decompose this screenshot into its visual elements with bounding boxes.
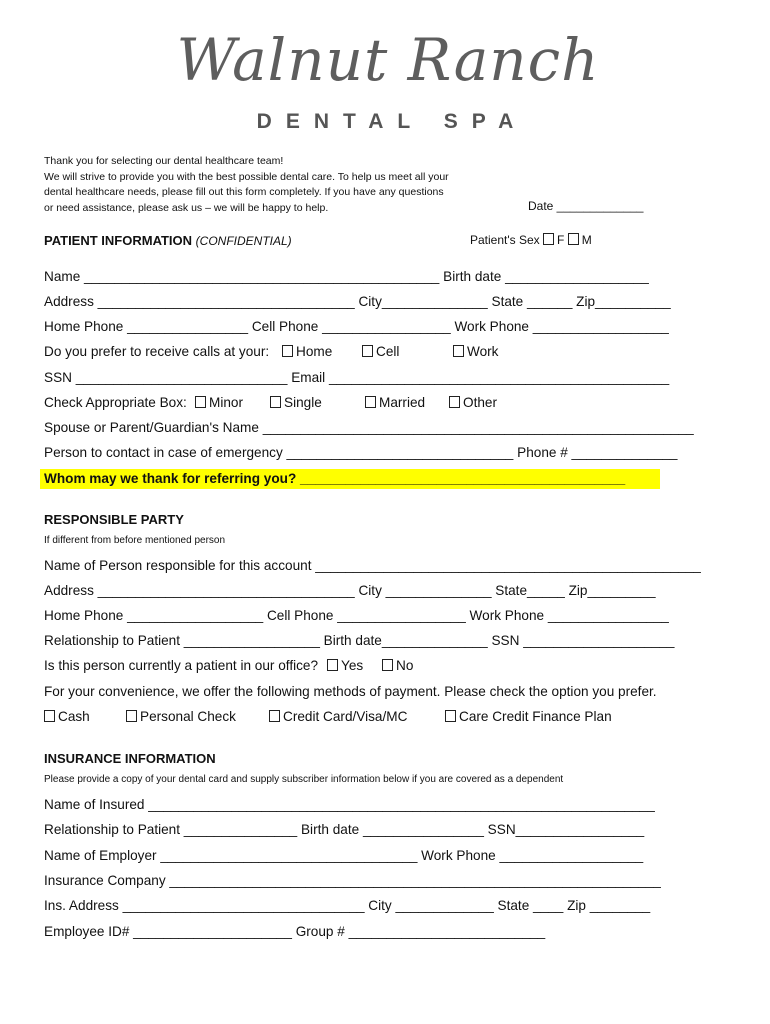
calls-work-label: Work	[467, 344, 499, 359]
minor-option	[195, 395, 243, 410]
intro-text	[44, 154, 504, 216]
pay-cash-label: Cash	[58, 709, 90, 724]
marital-status-label: Check Appropriate Box:	[44, 395, 187, 410]
phone-line[interactable]: Home Phone ________________ Cell Phone _________________ Work Phone __________________	[44, 319, 669, 334]
responsible-address-line[interactable]: Address __________________________________ City ______________ State_____ Zip_________	[44, 583, 656, 598]
insurance-address-line[interactable]: Ins. Address ________________________________ City _____________ State ____ Zip ________	[44, 898, 651, 913]
calls-home-checkbox[interactable]	[282, 345, 293, 357]
current-patient-no	[382, 658, 413, 673]
employer-line[interactable]: Name of Employer __________________________________ Work Phone ___________________	[44, 848, 644, 863]
minor-checkbox[interactable]	[195, 396, 206, 408]
sex-m-label: M	[581, 233, 592, 247]
other-checkbox[interactable]	[449, 396, 460, 408]
spouse-guardian-line[interactable]: Spouse or Parent/Guardian's Name _________________________________________________________	[44, 420, 694, 435]
responsible-relationship-line[interactable]: Relationship to Patient __________________ Birth date______________ SSN ____________________	[44, 633, 675, 648]
current-patient-yes-label: Yes	[341, 658, 364, 673]
intro-line: dental healthcare needs, please fill out this form completely. If you have any questions	[44, 186, 444, 198]
address-line[interactable]: Address __________________________________ City______________ State ______ Zip__________	[44, 294, 671, 309]
intro-line: or need assistance, please ask us – we will be happy to help.	[44, 201, 329, 214]
logo-script-text: Walnut Ranch	[176, 26, 600, 94]
patient-sex-field	[470, 233, 592, 247]
date-field[interactable]: Date _____________	[528, 199, 644, 213]
responsible-phone-line[interactable]: Home Phone __________________ Cell Phone _________________ Work Phone ________________	[44, 608, 669, 623]
pay-check-checkbox[interactable]	[126, 710, 137, 722]
pay-finance-label: Care Credit Finance Plan	[459, 709, 612, 724]
pay-cash-option	[44, 709, 90, 724]
single-checkbox[interactable]	[270, 396, 281, 408]
patient-heading-text: PATIENT INFORMATION	[44, 233, 193, 248]
current-patient-question: Is this person currently a patient in our office?	[44, 658, 319, 673]
minor-label: Minor	[209, 395, 243, 410]
pay-card-option	[269, 709, 407, 724]
calls-home-label: Home	[296, 344, 333, 359]
pay-card-label: Credit Card/Visa/MC	[283, 709, 408, 724]
married-label: Married	[379, 395, 426, 410]
insured-relationship-line[interactable]: Relationship to Patient _______________ Birth date ________________ SSN_________________	[44, 822, 645, 837]
current-patient-yes	[327, 658, 363, 673]
pay-finance-option	[445, 709, 612, 724]
current-patient-yes-checkbox[interactable]	[327, 659, 338, 671]
pay-check-label: Personal Check	[140, 709, 236, 724]
responsible-name-line[interactable]: Name of Person responsible for this account ___________________________________________________	[44, 558, 701, 573]
calls-cell-option	[362, 344, 399, 359]
insurance-company-line[interactable]: Insurance Company _________________________________________________________________	[44, 873, 661, 888]
referral-line[interactable]: Whom may we thank for referring you? ___________________________________________	[44, 471, 626, 486]
sex-label: Patient's Sex	[470, 233, 540, 247]
intro-line: Thank you for selecting our dental healthcare team!	[44, 155, 284, 167]
ssn-email-line[interactable]: SSN ____________________________ Email _____________________________________________	[44, 370, 670, 385]
calls-preference-label: Do you prefer to receive calls at your:	[44, 344, 270, 359]
calls-work-option	[453, 344, 498, 359]
responsible-party-note: If different from before mentioned person	[44, 535, 226, 546]
calls-cell-checkbox[interactable]	[362, 345, 373, 357]
sex-f-label: F	[557, 233, 565, 247]
single-option	[270, 395, 322, 410]
insurance-info-heading: INSURANCE INFORMATION	[44, 751, 216, 766]
logo-subtitle: DENTAL SPA	[256, 110, 528, 133]
married-checkbox[interactable]	[365, 396, 376, 408]
emergency-contact-line[interactable]: Person to contact in case of emergency ______________________________ Phone # ______________	[44, 445, 678, 460]
pay-finance-checkbox[interactable]	[445, 710, 456, 722]
employee-group-line[interactable]: Employee ID# _____________________ Group # __________________________	[44, 924, 546, 939]
current-patient-no-checkbox[interactable]	[382, 659, 393, 671]
calls-work-checkbox[interactable]	[453, 345, 464, 357]
sex-m-checkbox[interactable]	[568, 233, 579, 245]
other-label: Other	[463, 395, 497, 410]
patient-info-heading	[44, 233, 292, 248]
single-label: Single	[284, 395, 322, 410]
walnut-ranch-logo	[168, 26, 608, 134]
intro-line: We will strive to provide you with the best possible dental care. To help us meet all your	[44, 170, 449, 183]
pay-cash-checkbox[interactable]	[44, 710, 55, 722]
confidential-note: (CONFIDENTIAL)	[195, 234, 292, 248]
name-birthdate-line[interactable]: Name _______________________________________________ Birth date ___________________	[44, 269, 649, 284]
married-option	[365, 395, 425, 410]
pay-check-option	[126, 709, 236, 724]
payment-methods-text: For your convenience, we offer the following methods of payment. Please check the option you prefer.	[44, 684, 657, 699]
calls-cell-label: Cell	[376, 344, 400, 359]
calls-home-option	[282, 344, 332, 359]
other-option	[449, 395, 497, 410]
sex-f-checkbox[interactable]	[543, 233, 554, 245]
pay-card-checkbox[interactable]	[269, 710, 280, 722]
insured-name-line[interactable]: Name of Insured ___________________________________________________________________	[44, 797, 655, 812]
insurance-note: Please provide a copy of your dental card and supply subscriber information below if you are covered as a dependent	[44, 774, 564, 785]
current-patient-no-label: No	[396, 658, 414, 673]
responsible-party-heading: RESPONSIBLE PARTY	[44, 512, 184, 527]
